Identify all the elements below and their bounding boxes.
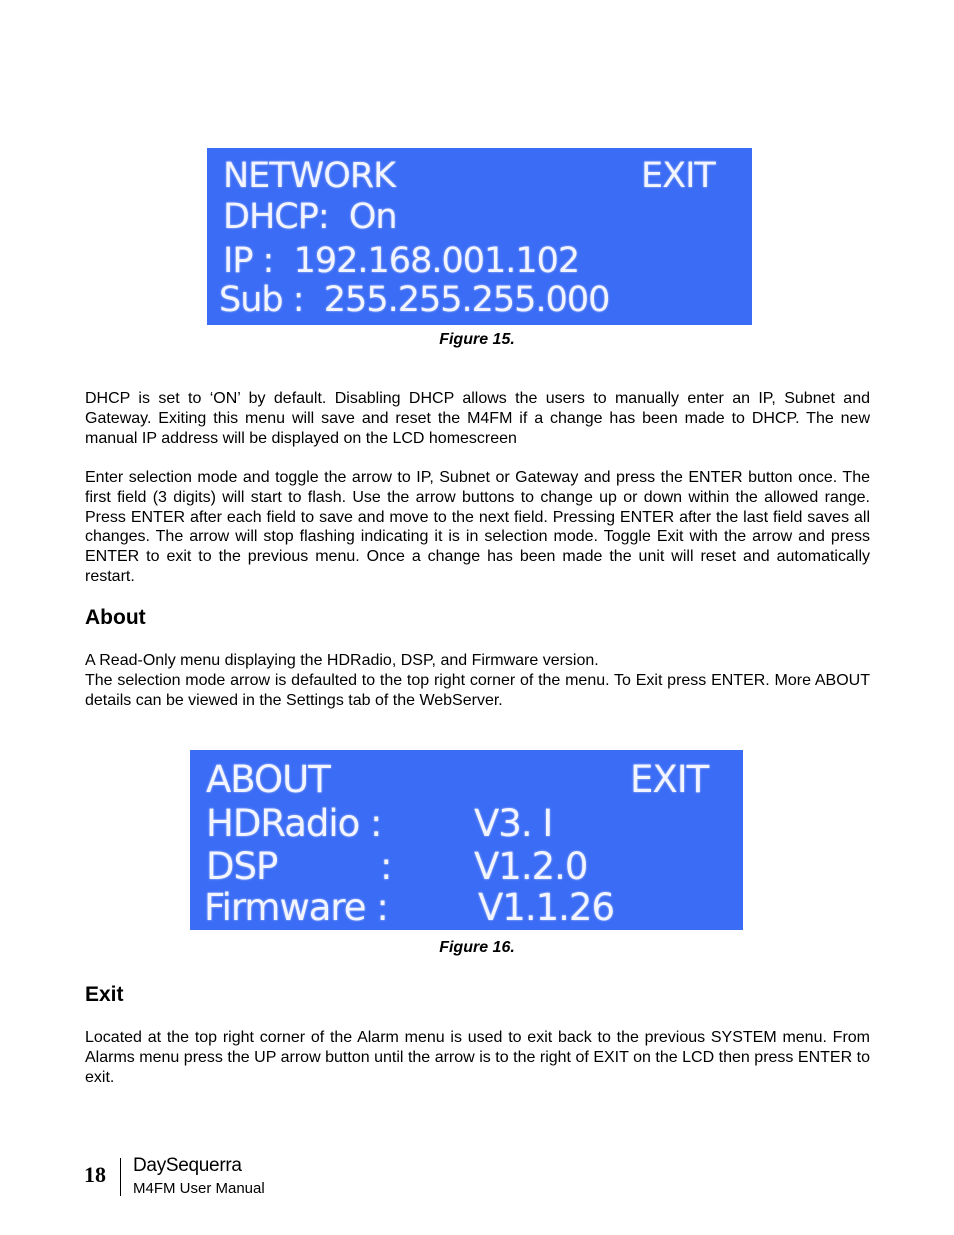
lcd-hdradio-label: HDRadio : [206, 802, 382, 845]
dhcp-paragraph: DHCP is set to ‘ON’ by default. Disabling DHCP allows the users to manually enter an IP, Subnet and Gateway. Exiting this menu will save and reset the M4FM if a change has been made to DHCP. The new manual IP address will be displayed on the LCD homescreen [85, 390, 870, 447]
lcd-dsp-colon: : [380, 845, 392, 888]
lcd-dsp-label: DSP [206, 845, 278, 888]
lcd-subnet-line: Sub : 255.255.255.000 [219, 280, 610, 320]
lcd-network-screen [207, 148, 752, 325]
lcd-ip-line: IP : 192.168.001.102 [223, 241, 580, 281]
lcd-dhcp-line: DHCP: On [223, 197, 397, 237]
footer-brand: DaySequerra [133, 1155, 242, 1176]
lcd-firmware-version: V1.1.26 [478, 886, 614, 929]
figure-15-caption: Figure 15. [439, 331, 515, 348]
about-heading: About [85, 606, 146, 629]
lcd-exit-label: EXIT [630, 758, 709, 801]
about-paragraph: A Read-Only menu displaying the HDRadio, DSP, and Firmware version. The selection mode arrow is defaulted to the top right corner of the menu. To Exit press ENTER. More ABOUT details can be viewed in the Settings tab of the WebServer. [85, 652, 870, 709]
lcd-hdradio-version: V3. I [474, 802, 553, 845]
lcd-about-title: ABOUT [206, 758, 330, 801]
lcd-exit-label: EXIT [641, 156, 715, 196]
lcd-firmware-label: Firmware : [204, 886, 388, 929]
exit-heading: Exit [85, 983, 124, 1006]
lcd-about-screen [190, 750, 743, 930]
exit-paragraph: Located at the top right corner of the Alarm menu is used to exit back to the previous SYSTEM menu. From Alarms menu press the UP arrow button until the arrow is to the right of EXIT on the LCD then press ENTER to exit. [85, 1029, 870, 1086]
figure-16-caption: Figure 16. [439, 939, 515, 956]
lcd-network-title: NETWORK [223, 156, 396, 196]
footer-divider [120, 1158, 121, 1196]
lcd-dsp-version: V1.2.0 [474, 845, 588, 888]
page-number: 18 [84, 1162, 106, 1187]
footer-manual-title: M4FM User Manual [133, 1180, 265, 1197]
selection-mode-paragraph: Enter selection mode and toggle the arrow to IP, Subnet or Gateway and press the ENTER button once. The first field (3 digits) will start to flash. Use the arrow buttons to change up or down within the allowed range. Press ENTER after each field to save and move to the next field. Pressing ENTER after the last field saves all changes. The arrow will stop flashing indicating it is in selection mode. Toggle Exit with the arrow and press ENTER to exit to the previous menu. Once a change has been made the unit will reset and automatically restart. [85, 469, 870, 585]
